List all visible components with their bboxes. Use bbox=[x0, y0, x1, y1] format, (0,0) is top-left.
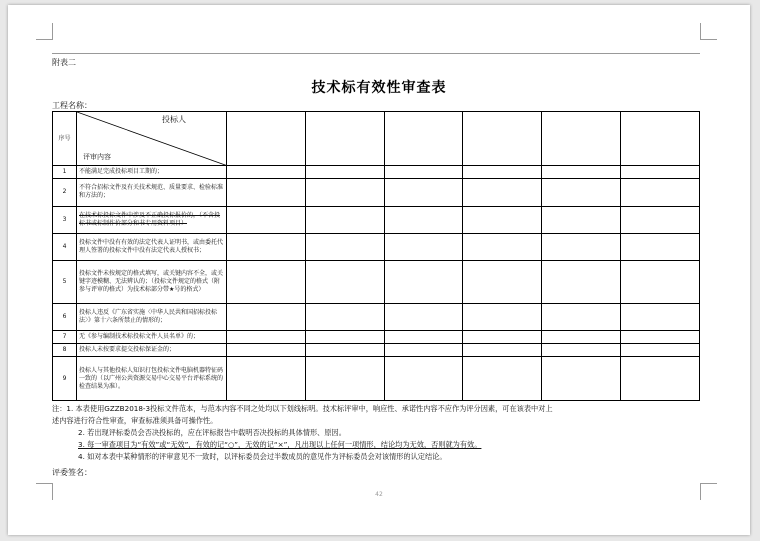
note-2: 2. 若出现评标委员会否决投标的，应在评标报告中载明否决投标的具体情形、原因。 bbox=[78, 428, 346, 437]
result-cell[interactable] bbox=[305, 331, 384, 344]
table-row bbox=[53, 344, 700, 357]
result-cell[interactable] bbox=[384, 260, 463, 303]
bidder-cell[interactable] bbox=[305, 112, 384, 166]
header-serial-number: 序号 bbox=[53, 112, 77, 166]
header-rule bbox=[52, 53, 700, 54]
result-cell[interactable] bbox=[542, 344, 621, 357]
result-cell[interactable] bbox=[542, 304, 621, 331]
result-cell[interactable] bbox=[463, 179, 542, 206]
result-cell[interactable] bbox=[463, 304, 542, 331]
header-bidder: 投标人 bbox=[162, 115, 186, 124]
row-criterion: 投标人与其他投标人知识打包投标文件电脑机器特征码一致的（以广州公共资源交易中心交易平台评标系统的检查结果为准）。 bbox=[77, 357, 227, 401]
result-cell[interactable] bbox=[227, 206, 306, 233]
row-number: 3 bbox=[53, 206, 77, 233]
row-number: 1 bbox=[53, 166, 77, 179]
row-number: 2 bbox=[53, 179, 77, 206]
table-row bbox=[53, 206, 700, 233]
table-row bbox=[53, 331, 700, 344]
bidder-cell[interactable] bbox=[384, 112, 463, 166]
table-row bbox=[53, 357, 700, 401]
result-cell[interactable] bbox=[384, 233, 463, 260]
result-cell[interactable] bbox=[463, 357, 542, 401]
appendix-label: 附表二 bbox=[52, 58, 76, 67]
signature-label: 评委签名： bbox=[52, 468, 92, 477]
result-cell[interactable] bbox=[384, 331, 463, 344]
row-number: 6 bbox=[53, 304, 77, 331]
note-1-continued: 述内容进行符合性审查，审查标准须具备可操作性。 bbox=[52, 416, 218, 425]
result-cell[interactable] bbox=[463, 260, 542, 303]
result-cell[interactable] bbox=[305, 344, 384, 357]
row-number: 7 bbox=[53, 331, 77, 344]
row-criterion: 在技术标投标文件中涉及不正确投标报价的，（不含投标书或标制作价部分和书专用资料项目） bbox=[77, 206, 227, 233]
result-cell[interactable] bbox=[463, 344, 542, 357]
result-cell[interactable] bbox=[621, 233, 700, 260]
result-cell[interactable] bbox=[621, 357, 700, 401]
result-cell[interactable] bbox=[227, 260, 306, 303]
result-cell[interactable] bbox=[463, 233, 542, 260]
row-criterion: 投标人违反《广东省实施〈中华人民共和国招标投标法〉》第十六条所禁止的情形的； bbox=[77, 304, 227, 331]
table-row bbox=[53, 304, 700, 331]
result-cell[interactable] bbox=[305, 206, 384, 233]
result-cell[interactable] bbox=[227, 357, 306, 401]
result-cell[interactable] bbox=[227, 166, 306, 179]
row-criterion: 投标文件未按规定的格式填写，或关键内容不全，或关键字迹模糊、无法辨认的；（投标文件规定的格式（附参与评审的格式）为技术标部分带★号的格式） bbox=[77, 260, 227, 303]
result-cell[interactable] bbox=[621, 344, 700, 357]
table-row bbox=[53, 179, 700, 206]
page-title: 技术标有效性审查表 bbox=[311, 80, 447, 96]
result-cell[interactable] bbox=[305, 304, 384, 331]
result-cell[interactable] bbox=[621, 331, 700, 344]
note-1: 注：1. 本表使用GZZB2018-3投标文件范本，与范本内容不同之处均以下划线标明。技术标评审中，响应性、承诺性内容不应作为评分因素，可在该表中对上 bbox=[52, 404, 553, 413]
table-row bbox=[53, 233, 700, 260]
bidder-cell[interactable] bbox=[227, 112, 306, 166]
result-cell[interactable] bbox=[305, 357, 384, 401]
result-cell[interactable] bbox=[384, 344, 463, 357]
table-row bbox=[53, 260, 700, 303]
result-cell[interactable] bbox=[542, 179, 621, 206]
result-cell[interactable] bbox=[305, 179, 384, 206]
result-cell[interactable] bbox=[463, 166, 542, 179]
result-cell[interactable] bbox=[542, 260, 621, 303]
result-cell[interactable] bbox=[542, 357, 621, 401]
crop-mark-top-left bbox=[36, 23, 53, 40]
header-review-content: 评审内容 bbox=[83, 153, 111, 162]
crop-mark-top-right bbox=[700, 23, 717, 40]
review-table bbox=[52, 111, 700, 401]
result-cell[interactable] bbox=[384, 357, 463, 401]
header-diagonal-cell bbox=[77, 112, 227, 166]
note-4: 4. 如对本表中某种情形的评审意见不一致时，以评标委员会过半数成员的意见作为评标委员会对该情形的认定结论。 bbox=[78, 452, 447, 461]
table-row bbox=[53, 166, 700, 179]
result-cell[interactable] bbox=[227, 331, 306, 344]
bidder-cell[interactable] bbox=[463, 112, 542, 166]
result-cell[interactable] bbox=[621, 260, 700, 303]
result-cell[interactable] bbox=[305, 233, 384, 260]
table-header-row bbox=[53, 112, 700, 166]
row-number: 5 bbox=[53, 260, 77, 303]
row-criterion: 投标人未按要求提交投标保证金的； bbox=[77, 344, 227, 357]
bidder-cell[interactable] bbox=[542, 112, 621, 166]
result-cell[interactable] bbox=[542, 331, 621, 344]
result-cell[interactable] bbox=[542, 206, 621, 233]
result-cell[interactable] bbox=[305, 260, 384, 303]
result-cell[interactable] bbox=[227, 304, 306, 331]
note-3: 3. 每一审查项目为“有效”或“无效”，有效的记“○”，无效的记“×”，凡出现以上任何一项情形，结论均为无效，否则就为有效。 bbox=[78, 440, 482, 449]
page-number: 42 bbox=[375, 491, 383, 498]
result-cell[interactable] bbox=[305, 166, 384, 179]
result-cell[interactable] bbox=[463, 331, 542, 344]
result-cell[interactable] bbox=[542, 166, 621, 179]
row-criterion: 不符合招标文件及有关技术规范、质量要求、检验标准和方法的； bbox=[77, 179, 227, 206]
result-cell[interactable] bbox=[621, 179, 700, 206]
row-number: 9 bbox=[53, 357, 77, 401]
result-cell[interactable] bbox=[463, 206, 542, 233]
row-criterion: 无《参与编制技术标投标文件人员名单》的； bbox=[77, 331, 227, 344]
row-criterion: 不能满足完成投标项目工期的； bbox=[77, 166, 227, 179]
result-cell[interactable] bbox=[227, 344, 306, 357]
result-cell[interactable] bbox=[384, 304, 463, 331]
row-number: 8 bbox=[53, 344, 77, 357]
result-cell[interactable] bbox=[384, 166, 463, 179]
result-cell[interactable] bbox=[227, 233, 306, 260]
document-page bbox=[8, 5, 750, 535]
result-cell[interactable] bbox=[621, 304, 700, 331]
result-cell[interactable] bbox=[621, 206, 700, 233]
row-criterion: 投标文件中没有有效的法定代表人证明书，或由委托代理人签署的投标文件中没有法定代表人授权书； bbox=[77, 233, 227, 260]
notes-section bbox=[52, 403, 702, 463]
project-name-label: 工程名称： bbox=[52, 101, 92, 110]
result-cell[interactable] bbox=[384, 206, 463, 233]
result-cell[interactable] bbox=[227, 179, 306, 206]
result-cell[interactable] bbox=[384, 179, 463, 206]
result-cell[interactable] bbox=[542, 233, 621, 260]
result-cell[interactable] bbox=[621, 166, 700, 179]
row-number: 4 bbox=[53, 233, 77, 260]
bidder-cell[interactable] bbox=[621, 112, 700, 166]
